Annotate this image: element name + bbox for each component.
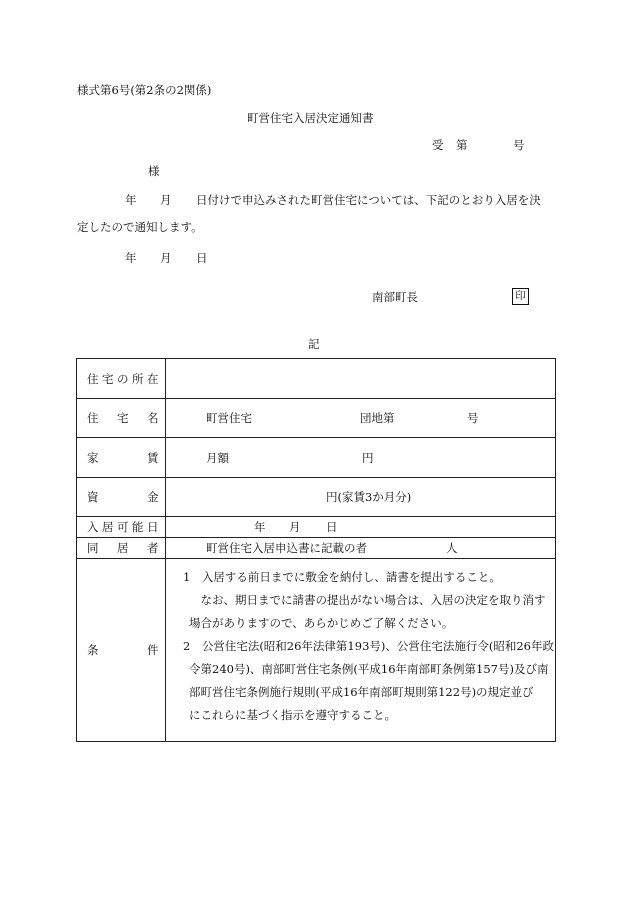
- condition-2-cont-2: 部町営住宅条例施行規則(平成16年南部町規則第122号)の規定並び: [189, 685, 534, 699]
- value-move-in-date: 年 月 日: [166, 517, 556, 538]
- row-house-name: [77, 399, 556, 438]
- label-rent: 家 賃: [77, 438, 166, 478]
- addressee-sama: 様: [148, 164, 160, 178]
- value-deposit: 円(家賃3か月分): [166, 478, 556, 517]
- condition-1-note: なお、期日までに請書の提出がない場合は、入居の決定を取り消す: [189, 593, 546, 607]
- value-location: [166, 359, 556, 399]
- row-location: [77, 359, 556, 399]
- row-conditions: [77, 559, 556, 742]
- condition-2: 2 公営住宅法(昭和26年法律第193号)、公営住宅法施行令(昭和26年政: [183, 639, 554, 653]
- seal-mark: 印: [512, 288, 529, 305]
- label-conditions: 条 件: [77, 559, 166, 742]
- value-rent: 月額 円: [166, 438, 556, 478]
- condition-1-note-cont: 場合がありますので、あらかじめご了解ください。: [189, 616, 454, 630]
- body-tsuki: 月: [160, 193, 172, 207]
- form-number: 様式第6号(第2条の2関係): [77, 83, 212, 97]
- value-conditions: [166, 559, 556, 742]
- receipt-dai: 第: [456, 138, 468, 152]
- value-house-name: 町営住宅 団地第 号: [166, 399, 556, 438]
- label-move-in-date: 入 居 可 能 日: [77, 517, 166, 538]
- details-table: [76, 358, 556, 742]
- receipt-go: 号: [513, 138, 525, 152]
- row-cohabitants: [77, 538, 556, 559]
- label-cohabitants: 同 居 者: [77, 538, 166, 559]
- issuer: 南部町長: [372, 290, 418, 304]
- row-rent: [77, 438, 556, 478]
- value-cohabitants: 町営住宅入居申込書に記載の者 人: [166, 538, 556, 559]
- row-move-in-date: [77, 517, 556, 538]
- condition-2-cont-1: 令第240号)、南部町営住宅条例(平成16年南部町条例第157号)及び南: [189, 662, 549, 676]
- label-house-name: 住 宅 名: [77, 399, 166, 438]
- date-nen: 年: [125, 251, 137, 265]
- label-location: 住 宅 の 所 在: [77, 359, 166, 399]
- date-hi: 日: [196, 251, 208, 265]
- label-deposit: 資 金: [77, 478, 166, 517]
- document-title: 町営住宅入居決定通知書: [247, 111, 374, 125]
- row-deposit: [77, 478, 556, 517]
- condition-1: 1 入居する前日までに敷金を納付し、請書を提出すること。: [183, 570, 501, 584]
- body-line1: 日付けで申込みされた町営住宅については、下記のとおり入居を決: [196, 193, 541, 207]
- date-tsuki: 月: [160, 251, 172, 265]
- receipt-uke: 受: [432, 138, 444, 152]
- body-nen: 年: [125, 193, 137, 207]
- body-line2: 定したので通知します。: [77, 220, 203, 234]
- condition-2-cont-3: にこれらに基づく指示を遵守すること。: [189, 708, 396, 722]
- ki-heading: 記: [308, 337, 320, 351]
